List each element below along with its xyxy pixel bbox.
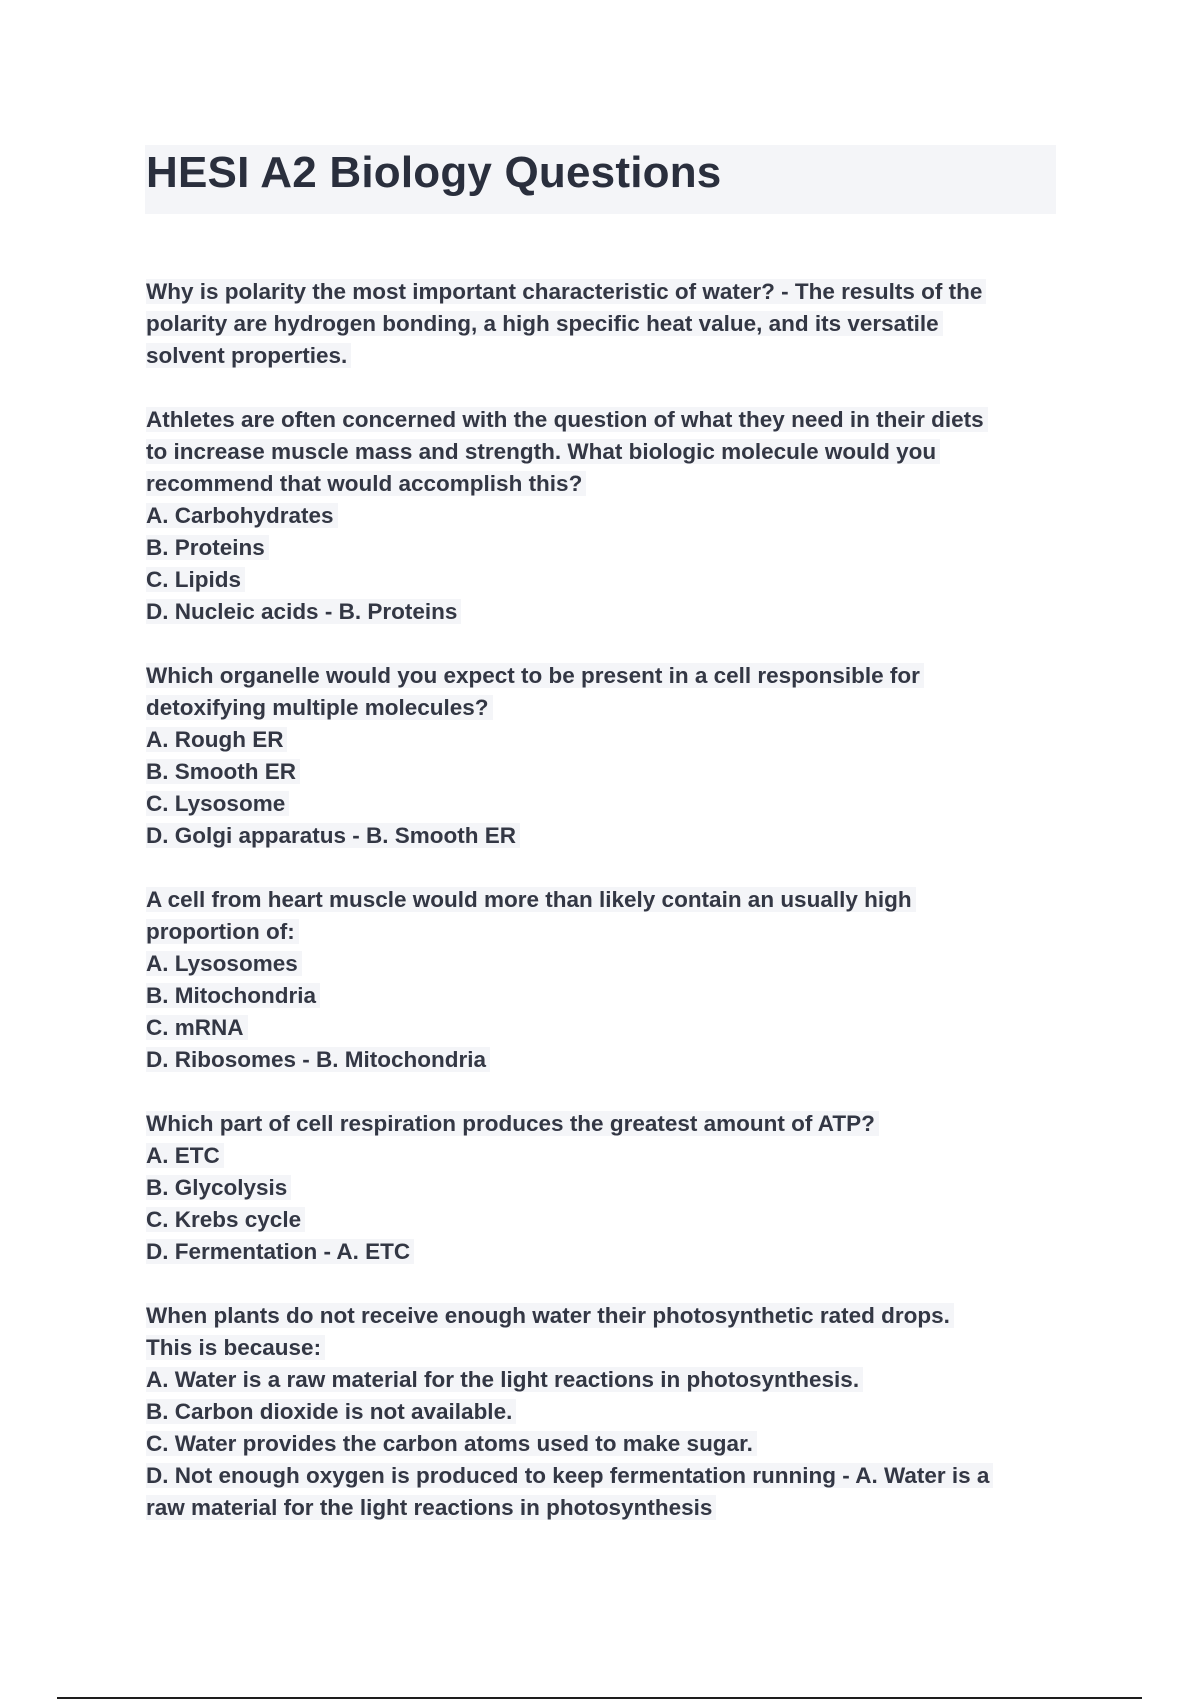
text-line: detoxifying multiple molecules? bbox=[146, 692, 1066, 724]
text-line: proportion of: bbox=[146, 916, 1066, 948]
text-line: recommend that would accomplish this? bbox=[146, 468, 1066, 500]
answer-option: C. Water provides the carbon atoms used to make sugar. bbox=[146, 1428, 1066, 1460]
answer-option: C. Lipids bbox=[146, 564, 1066, 596]
text-line: raw material for the light reactions in photosynthesis bbox=[146, 1492, 1066, 1524]
answer-option: B. Proteins bbox=[146, 532, 1066, 564]
text-line: When plants do not receive enough water their photosynthetic rated drops. bbox=[146, 1300, 1066, 1332]
question-list bbox=[146, 276, 1066, 1556]
text-line: solvent properties. bbox=[146, 340, 1066, 372]
question-block-1 bbox=[146, 276, 1066, 372]
answer-option: B. Carbon dioxide is not available. bbox=[146, 1396, 1066, 1428]
text-line: A cell from heart muscle would more than likely contain an usually high bbox=[146, 884, 1066, 916]
answer-option: D. Ribosomes - B. Mitochondria bbox=[146, 1044, 1066, 1076]
text-line: Which organelle would you expect to be present in a cell responsible for bbox=[146, 660, 1066, 692]
answer-option: B. Mitochondria bbox=[146, 980, 1066, 1012]
answer-option: D. Golgi apparatus - B. Smooth ER bbox=[146, 820, 1066, 852]
answer-option: C. Lysosome bbox=[146, 788, 1066, 820]
answer-option: C. mRNA bbox=[146, 1012, 1066, 1044]
question-block-2 bbox=[146, 404, 1066, 628]
answer-option: B. Glycolysis bbox=[146, 1172, 1066, 1204]
question-block-4 bbox=[146, 884, 1066, 1076]
answer-option: A. Carbohydrates bbox=[146, 500, 1066, 532]
answer-option: A. ETC bbox=[146, 1140, 1066, 1172]
answer-option: B. Smooth ER bbox=[146, 756, 1066, 788]
answer-option: C. Krebs cycle bbox=[146, 1204, 1066, 1236]
question-block-3 bbox=[146, 660, 1066, 852]
question-block-6 bbox=[146, 1300, 1066, 1524]
document-title: HESI A2 Biology Questions bbox=[146, 148, 722, 197]
answer-option: A. Lysosomes bbox=[146, 948, 1066, 980]
answer-option: D. Nucleic acids - B. Proteins bbox=[146, 596, 1066, 628]
text-line: This is because: bbox=[146, 1332, 1066, 1364]
answer-option: A. Water is a raw material for the light reactions in photosynthesis. bbox=[146, 1364, 1066, 1396]
answer-option: A. Rough ER bbox=[146, 724, 1066, 756]
question-block-5 bbox=[146, 1108, 1066, 1268]
page-bottom-rule bbox=[57, 1697, 1142, 1699]
answer-option: D. Not enough oxygen is produced to keep fermentation running - A. Water is a bbox=[146, 1460, 1066, 1492]
answer-option: D. Fermentation - A. ETC bbox=[146, 1236, 1066, 1268]
text-line: to increase muscle mass and strength. What biologic molecule would you bbox=[146, 436, 1066, 468]
text-line: Why is polarity the most important characteristic of water? - The results of the bbox=[146, 276, 1066, 308]
text-line: Which part of cell respiration produces the greatest amount of ATP? bbox=[146, 1108, 1066, 1140]
text-line: polarity are hydrogen bonding, a high specific heat value, and its versatile bbox=[146, 308, 1066, 340]
text-line: Athletes are often concerned with the question of what they need in their diets bbox=[146, 404, 1066, 436]
